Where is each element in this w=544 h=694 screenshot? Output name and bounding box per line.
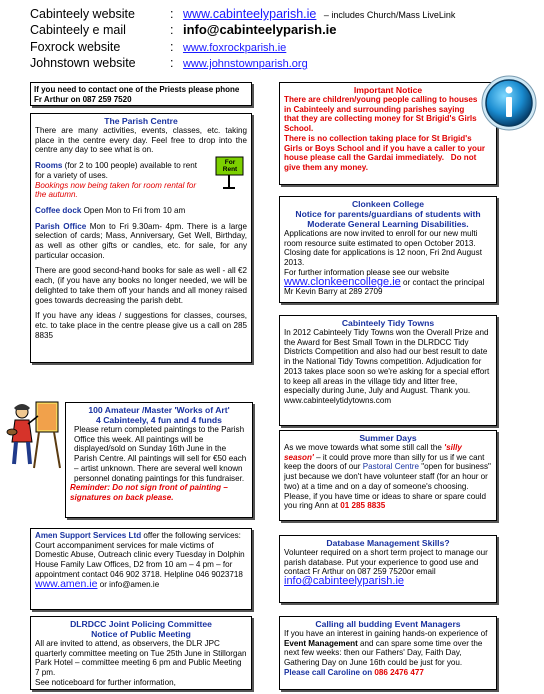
art-text: Please return completed paintings to the Parish Office this week. All paintings will be displayed/sold on Sunday 16th June in the Parish Centre. All paintings will sell for €50 each – artist unknown. There are several well known personnel donating paintings for this fundraiser.: [74, 425, 247, 483]
header-row-cabinteely-email: [30, 22, 337, 38]
event-text-1: If you have an interest in gaining hands-on experience of: [284, 629, 488, 638]
ideas-text: If you have any ideas / suggestions for classes, courses, etc. to take place in the centre please give us a call on 285 8835: [35, 311, 247, 340]
amen-text: offer the following services: Court accompaniment services for male victims of Domestic Abuse, Outreach clinic every Tuesday in Dolphin House Family Law Offices, D2 from 10 am – 4 pm – for appointment contact 046 902 3718. Helpline 046 9023718: [35, 531, 245, 579]
art-box: [65, 402, 253, 518]
foxrock-website-link[interactable]: www.foxrockparish.ie: [182, 42, 287, 54]
summer-text-3: – it could prove more than silly for us if we cant keep the doors of our: [284, 452, 485, 472]
parish-centre-intro: There are many activities, events, classes, etc. taking place in the centre every day. Feel free to drop into the centre any day to see what is on.: [35, 126, 247, 155]
books-text: There are good second-hand books for sale as well - all €2 each, (if you have any books no longer needed, we will be delighted to take them off your hands and all money raised goes towards decreasing the parish debt.: [35, 266, 247, 305]
database-box: [279, 535, 497, 603]
amen-or: or: [97, 579, 110, 589]
amen-email[interactable]: info@amen.ie: [109, 579, 160, 589]
rooms-label: Rooms: [35, 161, 63, 171]
rooms-section: [35, 161, 247, 200]
parish-centre-title: The Parish Centre: [104, 116, 178, 126]
art-reminder: Reminder: Do not sign front of painting – signatures on back please.: [70, 483, 228, 502]
amen-link[interactable]: www.amen.ie: [35, 577, 98, 590]
important-notice-box: [279, 82, 497, 185]
painter-icon: [6, 398, 62, 470]
parish-centre-box: [30, 113, 252, 363]
event-phone: 086 2476 477: [374, 667, 424, 677]
policing-box: [30, 616, 252, 690]
clonkeen-title: Clonkeen College: [351, 199, 425, 209]
summer-phone: 01 285 8835: [340, 501, 386, 511]
summer-text-1: As we move towards what some still call the: [284, 443, 445, 452]
database-email[interactable]: info@cabinteelyparish.ie: [284, 575, 405, 588]
art-subtitle: 4 Cabinteely, 4 fun and 4 funds: [96, 415, 222, 425]
summer-text-5: "open for business" just because we don't have volunteer staff (for an hour or two) at a time and on a day of someone's choosing.: [284, 462, 491, 491]
clonkeen-box: [279, 196, 497, 303]
tidy-towns-text: In 2012 Cabinteely Tidy Towns won the Overall Prize and the Award for Best Small Town in the DLRDCC Tidy Districts Competition and also had our best result to date in the National Tidy Towns competition. Adjudication for 2013 takes place soon so we're asking for a special effort to keep all areas in the village tidy and litter free, especially during June, July and August. Thank you.: [284, 328, 490, 396]
policing-title-2: Notice of Public Meeting: [91, 629, 191, 639]
header-row-foxrock-website: [30, 39, 286, 56]
header-label: Cabinteely website: [30, 7, 135, 21]
event-call: Please call Caroline on: [284, 667, 375, 677]
header-sep: :: [170, 7, 174, 21]
header-row-johnstown-website: [30, 55, 308, 72]
important-notice-text2: There is no collection taking place for St Brigid's Girls or Boys School and if you have a caller to your house please call the Gardai immediately.: [284, 133, 486, 163]
tidy-towns-title: Cabinteely Tidy Towns: [341, 318, 435, 328]
clonkeen-further: For further information please see our website: [284, 267, 450, 277]
important-notice-title: Important Notice: [353, 85, 423, 95]
clonkeen-text: Applications are now invited to enroll for our new multi room resource suite estimated to open October 2013. Closing date for applications is 12 noon, Fri 2nd August 2013.: [284, 229, 482, 268]
header-label: Foxrock website: [30, 40, 121, 54]
event-management: Event Management: [284, 638, 358, 648]
summer-days-title: Summer Days: [359, 433, 417, 443]
rooms-note: Bookings now being taken for room rental for the autumn.: [35, 180, 197, 200]
coffee-label: Coffee dock: [35, 205, 82, 215]
johnstown-website-link[interactable]: www.johnstownparish.org: [182, 58, 308, 70]
contact-priest-text: If you need to contact one of the Priests please phone Fr Arthur on 087 259 7520: [34, 85, 240, 104]
rooms-text: (for 2 to 100 people) available to rent for a variety of uses.: [35, 161, 197, 180]
coffee-text: Open Mon to Fri from 10 am: [81, 205, 186, 215]
amen-title: Amen Support Services Ltd: [35, 531, 142, 540]
event-managers-title: Calling all budding Event Managers: [315, 619, 461, 629]
amen-box: [30, 528, 252, 610]
important-notice-text3: Do not give them any money.: [284, 153, 477, 172]
header-label: Johnstown website: [30, 56, 136, 70]
header-row-cabinteely-website: [30, 6, 455, 23]
header-sep: :: [170, 56, 174, 70]
header-label: Cabinteely e mail: [30, 23, 126, 37]
tidy-towns-box: [279, 315, 497, 426]
event-text-3: and can spare some time over the next few weeks: then our Fathers' Day, Faith Day, Gathering Day on June 16th could be just for you.: [284, 638, 483, 668]
header-note: – includes Church/Mass LiveLink: [323, 10, 456, 20]
database-text: Volunteer required on a short term project to manage our parish database. Put your experience to good use and contact Fr Arthur on 087 259 7520or email: [284, 548, 488, 577]
office-text: Mon to Fri 9.30am- 4pm. There is a large selection of cards; Mass, Anniversary, Get Well, Birthday, as well as other gifts or candles, etc. for sale, for any particular occasion.: [35, 221, 247, 260]
database-title: Database Management Skills?: [326, 538, 450, 548]
header-sep: :: [170, 23, 174, 37]
summer-text-6: Please, if you have time or ideas to share or spare could you ring Ann at: [284, 491, 487, 511]
important-notice-text1: There are children/young people calling to houses in Cabinteely and surrounding parishes saying that they are collecting money for St Brigid's Girls School.: [284, 95, 478, 134]
event-managers-box: [279, 616, 497, 690]
contact-priest-box: [30, 82, 252, 106]
office-label: Parish Office: [35, 221, 87, 231]
tidy-towns-link[interactable]: www.cabinteelytidytowns.com: [284, 395, 392, 405]
for-rent-sign-icon: [215, 155, 245, 189]
pastoral-centre: Pastoral Centre: [362, 462, 419, 472]
policing-text: All are invited to attend, as observers, the DLR JPC quarterly committee meeting on Tue 25th June in Stillorgan Park Hotel – committee meeting 6 pm and Public Meeting 7 pm.: [35, 639, 247, 678]
header-sep: :: [170, 40, 174, 54]
policing-see: See noticeboard for further information,: [35, 677, 176, 687]
summer-days-box: [279, 430, 497, 521]
clonkeen-link[interactable]: www.clonkeencollege.ie: [284, 275, 401, 288]
silly-season: 'silly season': [284, 443, 462, 462]
clonkeen-subtitle: Notice for parents/guardians of students with Moderate General Learning Disabilities.: [295, 209, 481, 229]
info-icon: [480, 74, 538, 132]
for-rent-sign-text: For Rent: [222, 159, 238, 173]
art-title: 100 Amateur /Master 'Works of Art': [88, 405, 230, 415]
cabinteely-website-link[interactable]: www.cabinteelyparish.ie: [182, 7, 317, 21]
cabinteely-email[interactable]: info@cabinteelyparish.ie: [182, 22, 337, 37]
clonkeen-contact: or contact the principal Mr Kevin Barry at 289 2709: [284, 277, 485, 297]
policing-title-1: DLRDCC Joint Policing Committee: [70, 619, 212, 629]
